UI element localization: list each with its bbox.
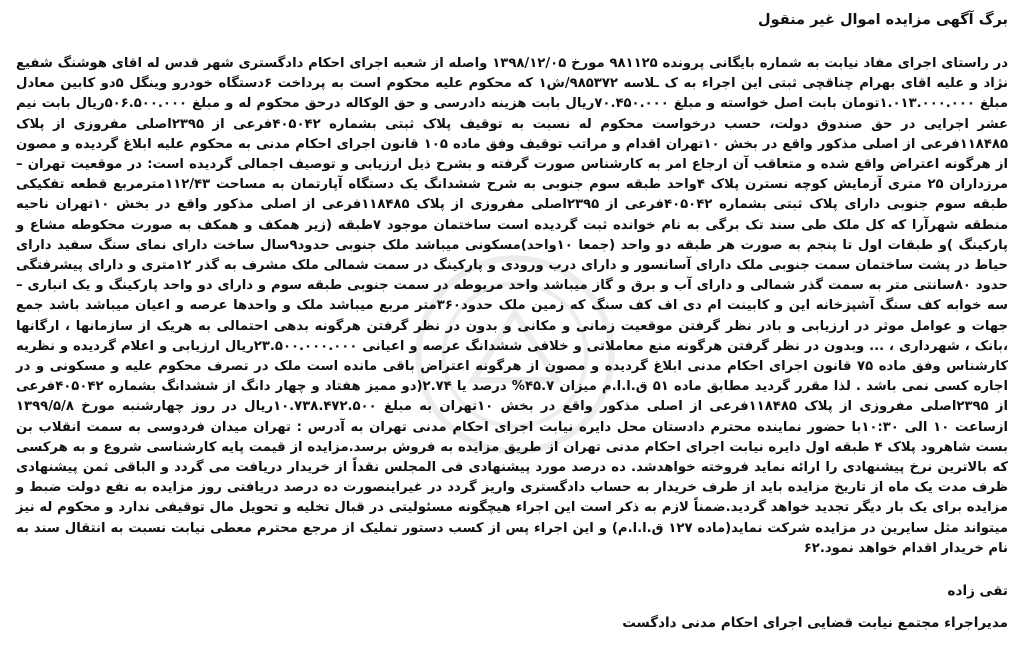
notice-title: برگ آگهی مزایده اموال غیر منقول xyxy=(758,12,1008,28)
notice-body-text: در راستای اجرای مفاد نیابت به شماره بایگانی پرونده ۹۸۱۱۲۵ مورخ ۱۳۹۸/۱۲/۰۵ واصله از شعبه اجرای احکام دادگستری شهر قدس له اقای هوشنگ شفیع نژاد و علیه اقای بهرام چناقچی ثبتی این اجراء به ک ـلاسه ۹۸۵۳۷۲/ش۱ که محکوم علیه محکوم است به پرداخت ۶دستگاه خودرو وینگل ۵دو کابین معادل مبلغ ۱.۰۱۳.۰۰۰.۰۰۰تومان بابت اصل خواسته و مبلغ ۷۰.۴۵۰.۰۰۰ریال بابت هزینه دادرسی و حق الوکاله درحق محکوم له و مبلغ ۵۰۶.۵۰۰.۰۰۰ریال بابت نیم عشر اجرایی در حق صندوق دولت، حسب درخواست محکوم له نسبت به توقیف پلاک ثبتی بشماره ۴۰۵۰۴۲فرعی از ۲۳۹۵اصلی مفروزی از پلاک ۱۱۸۴۸۵فرعی از اصلی مذکور واقع در بخش ۱۰تهران اقدام و مراتب توقیف وفق ماده ۱۰۵ قانون اجرای احکام مدنی به محکوم علیه ابلاغ گردیده و مصون از هرگونه اعتراض واقع شده و متعاقب آن ارجاع امر به کارشناس صورت گرفته و بشرح ذیل ارزیابی و توصیف اجمالی گردیده است: در موقعیت تهران –مرزداران ۲۵ متری آزمایش کوچه نسترن پلاک ۴واحد طبقه سوم جنوبی به شرح ششدانگ یک دستگاه آپارتمان به مساحت ۱۱۲/۴۳مترمربع قطعه تفکیکی طبقه سوم جنوبی دارای پلاک ثبتی بشماره ۴۰۵۰۴۲فرعی از ۲۳۹۵اصلی مفروزی از پلاک ۱۱۸۴۸۵فرعی از اصلی مذکور واقع در بخش ۱۰تهران ناحیه منطقه شهرآرا که کل ملک طی سند تک برگی به نام خوانده ثبت گردیده است ساختمان موجود ۷طبقه (زیر همکف و همکف به صورت محکوطه مشاع و پارکینگ )و طبقات اول تا پنجم به صورت هر طبقه دو واحد (جمعا ۱۰واحد)مسکونی میباشد ملک جنوبی حدود۹سال ساخت دارای نمای سنگ سفید دارای حیاط در پشت ساختمان سمت جنوبی ملک دارای آسانسور و دارای درب ورودی و پارکینگ در سمت شمالی ملک مشرف به گذر ۱۲متری و دارای پیشرفتگی حدود ۸۰سانتی متر به سمت گذر شمالی و دارای آب و برق و گاز میباشد واحد مربوطه در سمت جنوبی طبقه سوم و دارای دو واحد پارکینگ و یک انباری –سه خوابه کف سنگ آشپزخانه این و کابینت ام دی اف کف سنگ که زمین ملک حدود۳۶۰متر مربع میباشد ملک و واحدها عرصه و اعیان میباشد باشد جمع جهات و عوامل موثر در ارزیابی و بادر نظر گرفتن موقعیت زمانی و مکانی و بدون در نظر گرفتن هرگونه بدهی احتمالی به هریک از سازمانها ، ارگانها ،بانک ، شهرداری ، ... وبدون در نظر گرفتن هرگونه منع معاملاتی و خلافی ششدانگ عرصه و اعیانی ۲۳.۵۰۰.۰۰۰.۰۰۰ریال ارزیابی و اعلام گردیده و نظریه کارشناس وفق ماده ۷۵ قانون اجرای احکام مدنی ابلاغ گردیده و مصون از هرگونه اعتراض باقی مانده است ملک در تصرف محکوم علیه و مسکونی و در اجاره کسی نمی باشد . لذا مقرر گردید مطابق ماده ۵۱ ق.ا.ا.م میزان ۴۵.۷% درصد یا ۲.۷۴(دو ممیز هفتاد و چهار دانگ از ششدانگ بشماره ۴۰۵۰۴۲فرعی از ۲۳۹۵اصلی مفروزی از پلاک ۱۱۸۴۸۵فرعی از اصلی مذکور واقع در بخش ۱۰تهران به مبلغ ۱۰.۷۳۸.۴۷۲.۵۰۰ریال در روز چهارشنبه مورخ ۱۳۹۹/۵/۸ ازساعت ۱۰ الی ۱۰:۳۰با حضور نماینده محترم دادستان محل دایره نیابت اجرای احکام مدنی تهران به آدرس : تهران میدان فردوسی به سمت انقلاب بن بست شاهرود پلاک ۴ طبقه اول دایره نیابت اجرای احکام مدنی تهران از طریق مزایده به فروش برسد.مزایده از قیمت پایه کارشناسی شروع و به هرکسی که بالاترین نرخ پیشنهادی را ارائه نماید فروخته خواهدشد. ده درصد مورد پیشنهادی فی المجلس نقداً از خریدار دریافت می گردد و الباقی ثمن پیشنهادی ظرف مدت یک ماه از تاریخ مزایده باید از طرف خریدار به حساب دادگستری واریز گردد در غیراینصورت ده درصد دریافتی روز مزایده به نفع دولت ضبط و مزایده برای یک بار دیگر تجدید خواهد گردید.ضمناً لازم به ذکر است این اجراء هیچگونه مسئولیتی در قبال تخلیه و تحویل مال توقیفی ندارد و محکوم له نیز میتواند مثل سایرین در مزایده شرکت نماید(ماده ۱۲۷ ق.ا.ا.م) و این اجراء پس از کسب دستور تملیک از مرجع محترم معطی نیابت نسبت به انتقال سند به نام خریدار اقدام خواهد نمود.۶۲ xyxy=(16,56,1009,556)
signer-title: مدیراجراء مجتمع نیابت قضایی اجرای احکام مدنی دادگست xyxy=(622,615,1008,632)
signer-name: تقی زاده xyxy=(947,583,1008,600)
